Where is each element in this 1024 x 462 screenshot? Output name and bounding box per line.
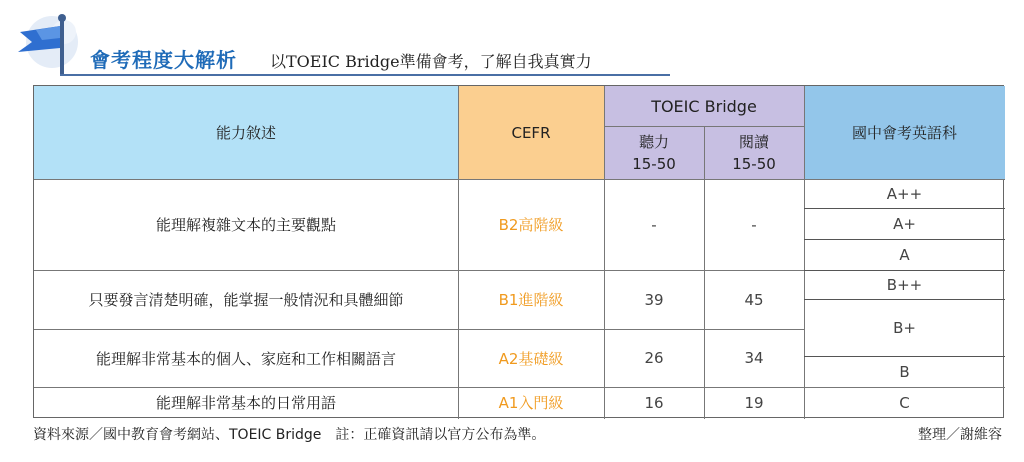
row-2-cefr: B1進階級 [498,291,564,309]
row-1-cefr: B2高階級 [498,216,564,234]
title-underline [60,74,670,76]
row-2-ability: 只要發言清楚明確，能掌握一般情況和具體細節 [88,291,404,309]
row-1-ability: 能理解複雜文本的主要觀點 [155,216,336,234]
flag-icon [14,12,84,78]
header-toeic-label: TOEIC Bridge [651,96,757,116]
row-3-reading: 34 [744,349,764,367]
header-cefr [458,86,604,179]
exam-grade: A+ [893,215,916,233]
header-reading-label: 閱讀 [738,132,769,151]
credit-note: 整理／謝維容 [918,427,1002,443]
header-exam [804,86,1005,179]
exam-grade: B+ [893,319,916,337]
row-4-listening: 16 [644,393,664,412]
row-4-cefr: A1入門級 [498,394,564,412]
row-4-reading: 19 [744,393,764,412]
page-subtitle: 以TOEIC Bridge準備會考，了解自我真實力 [270,52,592,71]
header-ability-label: 能力敘述 [215,124,276,142]
source-note: 資料來源／國中教育會考網站、TOEIC Bridge 註：正確資訊請以官方公布為準。 [33,427,546,443]
header-reading [704,126,804,179]
header-cefr-label: CEFR [511,123,551,142]
comparison-table [33,85,1004,418]
row-3-listening: 26 [644,349,664,367]
exam-grade: B++ [886,276,923,294]
exam-grade: A [899,246,910,264]
row-3-ability: 能理解非常基本的個人、家庭和工作相關語言 [95,349,396,368]
row-4-ability: 能理解非常基本的日常用語 [155,394,336,412]
page-title: 會考程度大解析 [90,48,237,72]
header-listening-range: 15-50 [632,154,676,173]
row-2-reading: 45 [744,290,764,309]
header-listening [604,126,704,179]
row-1-listening: - [651,215,657,234]
exam-grade: B [899,363,910,381]
exam-grade: A++ [886,184,923,203]
grid-line [604,126,804,127]
header-reading-range: 15-50 [732,154,776,173]
row-2-listening: 39 [644,290,664,309]
header-ability [34,86,458,179]
exam-grade: C [899,394,910,412]
header-toeic [604,86,804,126]
row-3-cefr: A2基礎級 [498,349,564,368]
header-exam-label: 國中會考英語科 [851,124,957,142]
row-1-reading: - [751,215,757,234]
header-listening-label: 聽力 [638,132,669,151]
